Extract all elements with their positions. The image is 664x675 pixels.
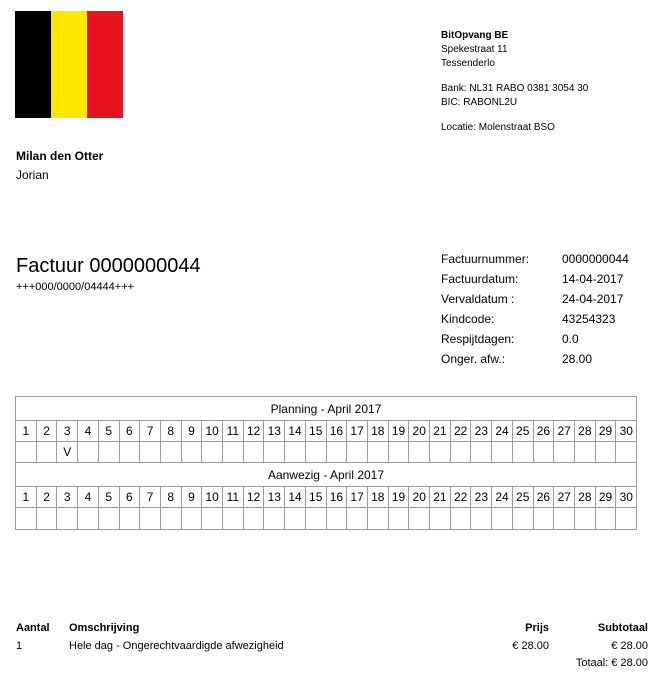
planning-day-cell: 28: [575, 421, 596, 441]
flag-stripe-black: [15, 11, 51, 118]
company-address-block: [441, 29, 588, 135]
attendance-mark-cell: [534, 508, 555, 529]
attendance-mark-cell: [575, 508, 596, 529]
planning-day-cell: 20: [409, 421, 430, 441]
planning-day-cell: 8: [161, 421, 182, 441]
planning-day-cell: 15: [306, 421, 327, 441]
meta-row: [441, 309, 629, 329]
attendance-day-cell: 23: [471, 487, 492, 507]
attendance-day-cell: 11: [223, 487, 244, 507]
planning-day-cell: 1: [16, 421, 37, 441]
attendance-day-cell: 21: [430, 487, 451, 507]
planning-mark-cell: [513, 442, 534, 462]
planning-mark-cell: [430, 442, 451, 462]
attendance-mark-cell: [37, 508, 58, 529]
planning-mark-cell: [161, 442, 182, 462]
attendance-day-cell: 2: [37, 487, 58, 507]
attendance-mark-cell: [223, 508, 244, 529]
meta-label: Kindcode:: [441, 312, 495, 326]
planning-day-cell: 26: [534, 421, 555, 441]
attendance-mark-cell: [327, 508, 348, 529]
planning-day-cell: 21: [430, 421, 451, 441]
attendance-day-cell: 4: [78, 487, 99, 507]
attendance-calendar: [15, 396, 637, 530]
planning-day-cell: 3: [57, 421, 78, 441]
meta-row: [441, 269, 629, 289]
planning-day-cell: 22: [451, 421, 472, 441]
planning-day-cell: 9: [182, 421, 203, 441]
planning-day-cell: 11: [223, 421, 244, 441]
header-qty: Aantal: [16, 622, 50, 634]
planning-mark-cell: [534, 442, 555, 462]
attendance-mark-cell: [554, 508, 575, 529]
item-description: Hele dag - Ongerechtvaardigde afwezigheid: [69, 640, 284, 652]
attendance-day-cell: 27: [554, 487, 575, 507]
planning-day-cell: 6: [120, 421, 141, 441]
attendance-day-cell: 6: [120, 487, 141, 507]
attendance-mark-cell: [430, 508, 451, 529]
meta-value: 24-04-2017: [562, 292, 624, 306]
header-description: Omschrijving: [69, 622, 140, 634]
planning-mark-cell: [327, 442, 348, 462]
belgian-flag-logo: [15, 11, 123, 118]
flag-stripe-red: [87, 11, 123, 118]
item-subtotal: € 28.00: [611, 640, 648, 652]
planning-day-cell: 24: [492, 421, 513, 441]
attendance-day-cell: 1: [16, 487, 37, 507]
attendance-mark-cell: [16, 508, 37, 529]
company-location: Locatie: Molenstraat BSO: [441, 122, 555, 133]
customer-block: [16, 147, 103, 185]
attendance-mark-cell: [389, 508, 410, 529]
header-subtotal: Subtotaal: [597, 622, 648, 634]
attendance-day-cell: 20: [409, 487, 430, 507]
attendance-mark-cell: [99, 508, 120, 529]
attendance-marks-row: [16, 508, 636, 529]
planning-day-cell: 29: [596, 421, 617, 441]
attendance-day-cell: 5: [99, 487, 120, 507]
item-qty: 1: [16, 640, 23, 652]
invoice-lines: [16, 619, 648, 671]
invoice-total: Totaal: € 28.00: [575, 657, 648, 669]
attendance-day-cell: 9: [182, 487, 203, 507]
planning-day-cell: 10: [202, 421, 223, 441]
planning-mark-cell: [16, 442, 37, 462]
attendance-day-cell: 28: [575, 487, 596, 507]
planning-day-cell: 30: [619, 424, 633, 438]
meta-value: 0.0: [562, 332, 579, 346]
planning-mark-cell: [389, 442, 410, 462]
lines-header: [16, 619, 648, 637]
planning-day-cell: 2: [37, 421, 58, 441]
attendance-day-cell: 19: [389, 487, 410, 507]
planning-day-cell: 17: [347, 421, 368, 441]
meta-label: Factuurnummer:: [441, 252, 530, 266]
planning-mark-cell: V: [57, 442, 78, 462]
attendance-mark-cell: [616, 508, 636, 529]
planning-mark-cell: [306, 442, 327, 462]
planning-mark-cell: [285, 442, 306, 462]
meta-row: [441, 289, 629, 309]
planning-mark-cell: [244, 442, 265, 462]
attendance-day-cell: 14: [285, 487, 306, 507]
planning-day-cell: 16: [327, 421, 348, 441]
planning-mark-cell: [492, 442, 513, 462]
invoice-meta-table: [441, 249, 629, 369]
planning-day-cell: 13: [264, 421, 285, 441]
planning-day-cell: 25: [513, 421, 534, 441]
line-item: [16, 637, 648, 655]
header-price: Prijs: [525, 622, 549, 634]
planning-mark-cell: [409, 442, 430, 462]
company-street: Spekestraat 11: [441, 44, 508, 55]
meta-label: Vervaldatum :: [441, 292, 515, 306]
planning-day-cell: 19: [389, 421, 410, 441]
payment-reference: +++000/0000/04444+++: [16, 281, 135, 293]
planning-mark-cell: [368, 442, 389, 462]
attendance-mark-cell: [596, 508, 617, 529]
meta-value: 14-04-2017: [562, 272, 624, 286]
planning-mark-cell: [575, 442, 596, 462]
meta-row: [441, 349, 629, 369]
planning-day-cell: 18: [368, 421, 389, 441]
planning-day-cell: 14: [285, 421, 306, 441]
attendance-day-cell: 12: [244, 487, 265, 507]
planning-mark-cell: [78, 442, 99, 462]
planning-mark-cell: [451, 442, 472, 462]
company-name: BitOpvang BE: [441, 30, 509, 41]
attendance-mark-cell: [285, 508, 306, 529]
meta-label: Onger. afw.:: [441, 352, 506, 366]
attendance-day-cell: 13: [264, 487, 285, 507]
attendance-mark-cell: [451, 508, 472, 529]
attendance-mark-cell: [306, 508, 327, 529]
planning-marks-row: [16, 442, 636, 463]
planning-days-row: [16, 421, 636, 442]
attendance-mark-cell: [244, 508, 265, 529]
planning-day-cell: 23: [471, 421, 492, 441]
company-city: Tessenderlo: [441, 58, 495, 69]
attendance-mark-cell: [120, 508, 141, 529]
attendance-mark-cell: [78, 508, 99, 529]
attendance-mark-cell: [182, 508, 203, 529]
planning-mark-cell: [471, 442, 492, 462]
planning-title: Planning - April 2017: [16, 397, 636, 421]
attendance-day-cell: 29: [596, 487, 617, 507]
attendance-day-cell: 18: [368, 487, 389, 507]
attendance-mark-cell: [202, 508, 223, 529]
attendance-day-cell: 8: [161, 487, 182, 507]
planning-mark-cell: [120, 442, 141, 462]
meta-label: Respijtdagen:: [441, 332, 515, 346]
meta-label: Factuurdatum:: [441, 272, 519, 286]
flag-stripe-yellow: [51, 11, 87, 118]
attendance-days-row: [16, 487, 636, 508]
attendance-mark-cell: [57, 508, 78, 529]
meta-row: [441, 249, 629, 269]
attendance-day-cell: 25: [513, 487, 534, 507]
planning-day-cell: 5: [99, 421, 120, 441]
total-row: [16, 655, 648, 671]
attendance-day-cell: 16: [327, 487, 348, 507]
planning-mark-cell: [140, 442, 161, 462]
attendance-day-cell: 10: [202, 487, 223, 507]
attendance-mark-cell: [513, 508, 534, 529]
item-price: € 28.00: [512, 640, 549, 652]
attendance-mark-cell: [140, 508, 161, 529]
planning-mark-cell: [616, 442, 636, 462]
planning-mark-cell: [264, 442, 285, 462]
attendance-day-cell: 3: [57, 487, 78, 507]
planning-mark-cell: [554, 442, 575, 462]
meta-value: 28.00: [562, 352, 593, 366]
attendance-mark-cell: [264, 508, 285, 529]
meta-value: 43254323: [562, 312, 616, 326]
attendance-day-cell: 7: [140, 487, 161, 507]
planning-day-cell: 7: [140, 421, 161, 441]
planning-mark-cell: [347, 442, 368, 462]
attendance-day-cell: 22: [451, 487, 472, 507]
attendance-day-cell: 15: [306, 487, 327, 507]
planning-mark-cell: [182, 442, 203, 462]
child-name: Jorian: [16, 168, 49, 182]
planning-mark-cell: [596, 442, 617, 462]
planning-day-cell: 4: [78, 421, 99, 441]
meta-row: [441, 329, 629, 349]
attendance-title: Aanwezig - April 2017: [16, 463, 636, 487]
planning-mark-cell: [99, 442, 120, 462]
attendance-mark-cell: [368, 508, 389, 529]
planning-day-cell: 12: [244, 421, 265, 441]
attendance-day-cell: 24: [492, 487, 513, 507]
planning-day-cell: 27: [554, 421, 575, 441]
company-bank: Bank: NL31 RABO 0381 3054 30: [441, 83, 589, 94]
planning-mark-cell: [202, 442, 223, 462]
attendance-day-cell: 30: [619, 490, 633, 504]
attendance-mark-cell: [161, 508, 182, 529]
invoice-title: Factuur 0000000044: [16, 255, 201, 277]
attendance-mark-cell: [471, 508, 492, 529]
planning-mark-cell: [223, 442, 244, 462]
company-bic: BIC: RABONL2U: [441, 97, 518, 108]
meta-value: 0000000044: [562, 252, 629, 266]
attendance-day-cell: 26: [534, 487, 555, 507]
planning-mark-cell: [37, 442, 58, 462]
attendance-mark-cell: [492, 508, 513, 529]
customer-name: Milan den Otter: [16, 149, 104, 163]
attendance-mark-cell: [347, 508, 368, 529]
attendance-mark-cell: [409, 508, 430, 529]
attendance-day-cell: 17: [347, 487, 368, 507]
